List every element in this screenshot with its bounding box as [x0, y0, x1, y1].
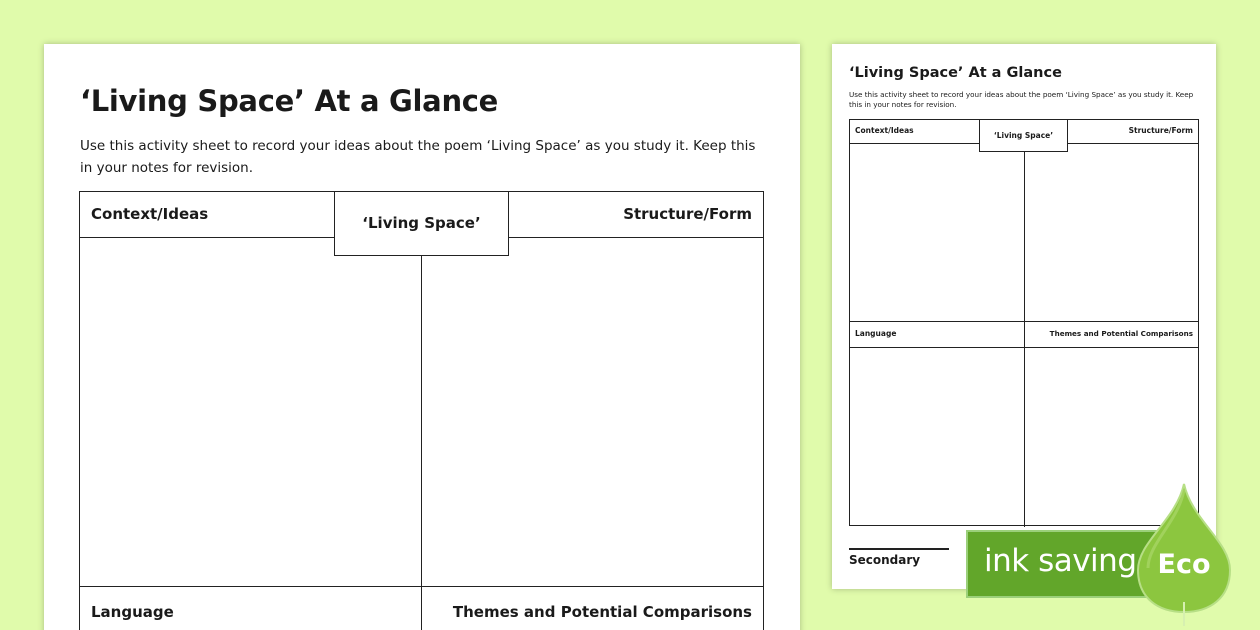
notes-grid — [79, 191, 764, 630]
center-title-label: ‘Living Space’ — [362, 214, 481, 232]
vertical-divider-small — [1024, 143, 1025, 527]
context-ideas-label-small: Context/Ideas — [855, 126, 914, 135]
vertical-divider — [421, 237, 422, 630]
eco-drop-icon — [1136, 480, 1236, 630]
middle-divider — [80, 586, 763, 587]
worksheet-intro-small: Use this activity sheet to record your ideas about the poem ‘Living Space’ as you study it. Keep this in your notes for revision. — [849, 90, 1194, 109]
lower-divider-small — [850, 347, 1198, 348]
notes-grid-small — [849, 119, 1199, 526]
language-label-small: Language — [855, 329, 897, 338]
context-ideas-label: Context/Ideas — [91, 205, 209, 223]
themes-comparisons-label: Themes and Potential Comparisons — [452, 603, 752, 621]
structure-form-label-small: Structure/Form — [1128, 126, 1193, 135]
themes-comparisons-label-small: Themes and Potential Comparisons — [1049, 329, 1193, 338]
footer-rule — [849, 548, 949, 550]
language-label: Language — [91, 603, 174, 621]
structure-form-label: Structure/Form — [623, 205, 752, 223]
middle-divider-small — [850, 321, 1198, 322]
ink-saving-text: ink saving — [984, 543, 1137, 579]
center-title-box-small — [979, 119, 1068, 152]
center-title-label-small: ‘Living Space’ — [993, 131, 1054, 140]
center-title-box — [334, 191, 509, 256]
eco-label: Eco — [1157, 549, 1211, 580]
footer-secondary-label: Secondary — [849, 553, 921, 567]
worksheet-intro: Use this activity sheet to record your ideas about the poem ‘Living Space’ as you study it. Keep this in your notes for revision. — [80, 138, 756, 176]
worksheet-title-small: ‘Living Space’ At a Glance — [849, 65, 1062, 81]
worksheet-preview-large — [44, 44, 800, 630]
worksheet-title: ‘Living Space’ At a Glance — [80, 84, 499, 118]
drop-shape — [1138, 484, 1230, 612]
